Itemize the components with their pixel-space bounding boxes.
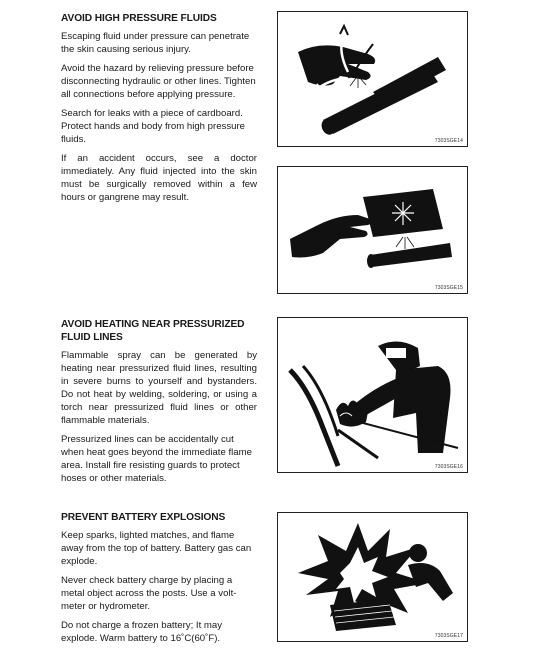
- figure-hand-pressure-leak: [277, 11, 468, 147]
- paragraph: Keep sparks, lighted matches, and flame away from the top of battery. Battery gas can explode.: [61, 530, 252, 567]
- paragraph: Search for leaks with a piece of cardboard. Protect hands and body from high pressure fluids.: [61, 108, 245, 145]
- paragraph: Do not charge a frozen battery; It may explode. Warm battery to 16˚C(60˚F).: [61, 620, 223, 644]
- figure-cardboard-leak-check: [277, 166, 468, 294]
- paragraph: Avoid the hazard by relieving pressure before disconnecting hydraulic or other lines. Tighten all connections before applying pressure.: [61, 63, 256, 100]
- cardboard-illustration: [278, 167, 467, 293]
- paragraph: Never check battery charge by placing a metal object across the posts. Use a volt-meter or hydrometer.: [61, 575, 237, 612]
- section-title: AVOID HEATING NEAR PRESSURIZED FLUID LINES: [61, 319, 245, 343]
- section-title: AVOID HIGH PRESSURE FLUIDS: [61, 13, 217, 24]
- figure-code: 7303SGE17: [434, 633, 463, 639]
- section-heating-near-lines: [61, 318, 257, 491]
- section-title: PREVENT BATTERY EXPLOSIONS: [61, 512, 226, 523]
- paragraph: Flammable spray can be generated by heating near pressurized fluid lines, resulting in severe burns to yourself and bystanders. Do not heat by welding, soldering, or using a torch near pressurized fluid lines or other flammable materials.: [61, 350, 257, 426]
- figure-battery-explosion: [277, 512, 468, 642]
- battery-explosion-illustration: [278, 513, 467, 641]
- hand-leak-illustration: [278, 12, 467, 146]
- figure-code: 7303SGE15: [434, 285, 463, 291]
- paragraph: Escaping fluid under pressure can penetrate the skin causing serious injury.: [61, 31, 250, 55]
- figure-welding-near-lines: [277, 317, 468, 473]
- section-high-pressure-fluids: [61, 12, 257, 210]
- paragraph: If an accident occurs, see a doctor immediately. Any fluid injected into the skin must be surgically removed within a few hours or gangrene may result.: [61, 153, 257, 203]
- section-battery-explosions: [61, 511, 257, 651]
- paragraph: Pressurized lines can be accidentally cut when heat goes beyond the immediate flame area. Install fire resisting guards to protect hoses or other materials.: [61, 434, 252, 484]
- figure-code: 7303SGE14: [434, 138, 463, 144]
- welding-illustration: [278, 318, 467, 472]
- figure-code: 7303SGE16: [434, 464, 463, 470]
